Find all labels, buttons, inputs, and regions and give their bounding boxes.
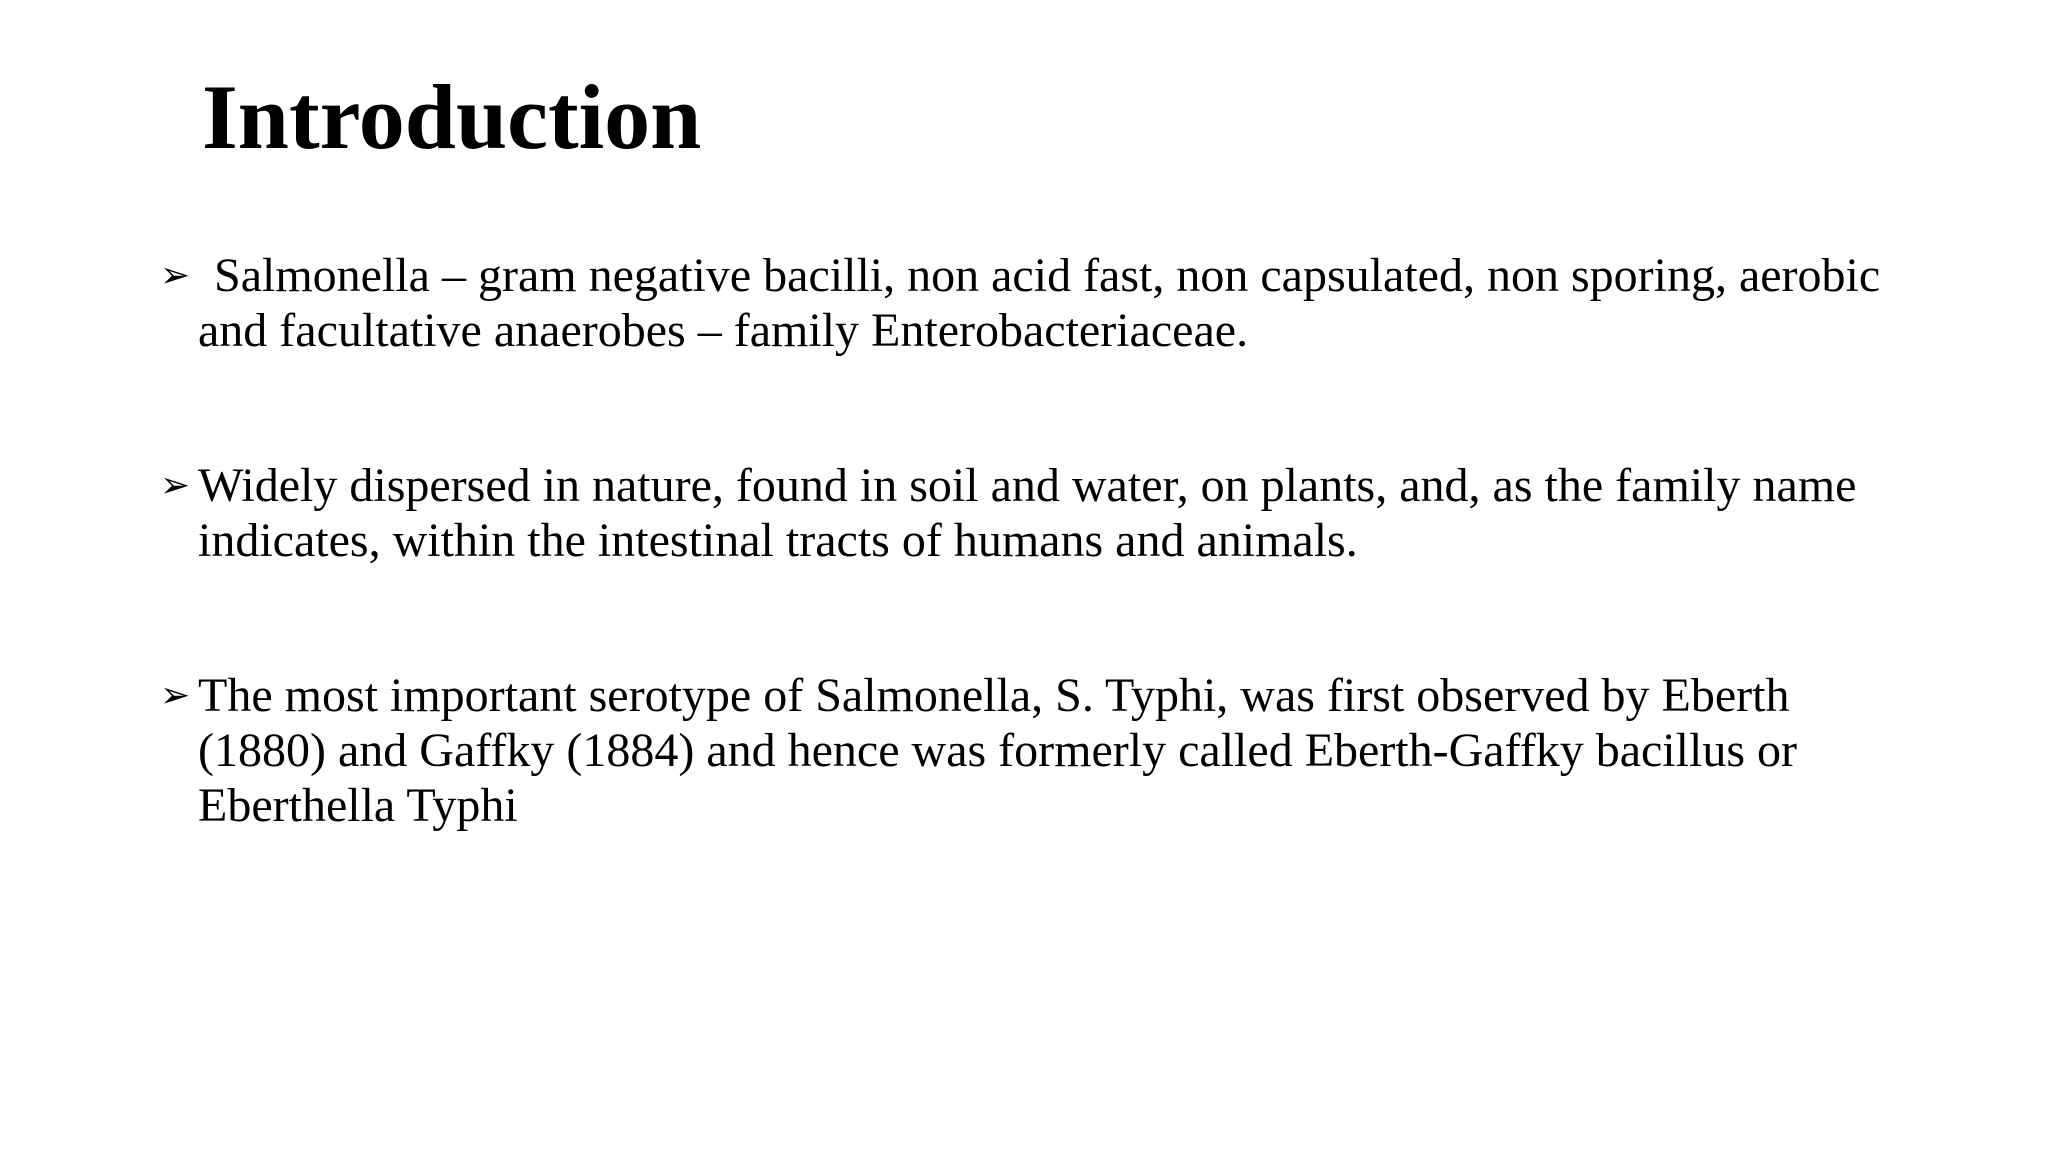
slide-title: Introduction	[202, 66, 702, 168]
bullet-item	[160, 248, 1900, 358]
bullet-text: Salmonella – gram negative bacilli, non acid fast, non capsulated, non sporing, aerobic and facultative anaerobes – family Enterobacteriaceae.	[198, 249, 1881, 357]
arrow-bullet-icon: ➢	[160, 675, 191, 716]
bullet-item	[160, 668, 1900, 833]
arrow-bullet-icon: ➢	[160, 255, 191, 296]
arrow-bullet-icon: ➢	[160, 465, 191, 506]
bullet-text: Widely dispersed in nature, found in soil and water, on plants, and, as the family name indicates, within the intestinal tracts of humans and animals.	[198, 459, 1857, 567]
bullet-item	[160, 458, 1900, 568]
bullet-text: The most important serotype of Salmonella, S. Typhi, was first observed by Eberth (1880) and Gaffky (1884) and hence was formerly called Eberth-Gaffky bacillus or Eberthella Typhi	[198, 669, 1797, 832]
bullet-list	[160, 248, 1900, 833]
